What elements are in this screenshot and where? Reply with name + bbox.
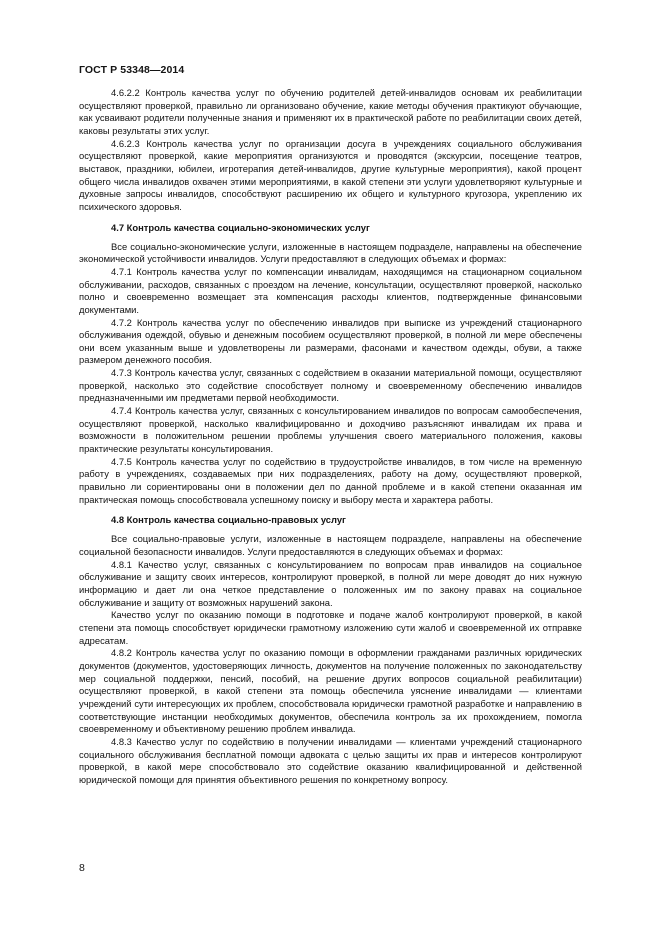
paragraph-4-8-3: 4.8.3 Качество услуг по содействию в получении инвалидами — клиентами учреждений стационарного социального обслуживания бесплатной помощи адвоката с целью защиты их прав и интересов контролируют проверкой, в какой мере способствовало это содействие оказанию квалифицированной и действенной юридической помощи для принятия объективного решения по конкретному вопросу. bbox=[79, 735, 582, 785]
paragraph-4-7-3: 4.7.3 Контроль качества услуг, связанных с содействием в оказании материальной помощи, осуществляют проверкой, насколько это содействие способствует полному и своевременному обеспечению инвалидов предназначенными им предметами первой необходимости. bbox=[79, 367, 582, 404]
page-content bbox=[79, 87, 582, 786]
paragraph-4-8-1-complaints: Качество услуг по оказанию помощи в подготовке и подаче жалоб контролируют проверкой, в какой степени эта помощь способствует юридически грамотному изложению сути жалоб и своевременной их отправке адресатам. bbox=[79, 609, 582, 646]
section-4-8-heading: 4.8 Контроль качества социально-правовых услуг bbox=[111, 514, 346, 526]
paragraph-4-8-1: 4.8.1 Качество услуг, связанных с консультированием по вопросам прав инвалидов на социальное обслуживание и защиту своих интересов, контролируют проверкой, в полной ли мере доводят до них нужную информацию и дает ли она четкое представление о положенных им по закону правах на социальное обслуживание и защиту от возможных нарушений закона. bbox=[79, 558, 582, 608]
paragraph-4-7-1: 4.7.1 Контроль качества услуг по компенсации инвалидам, находящимся на стационарном социальном обслуживании, расходов, связанных с проездом на лечение, консультации, осуществляют проверкой, насколько полно и своевременно возмещает эта компенсация расходы клиентов, подтвержденные финансовыми документами. bbox=[79, 265, 582, 315]
paragraph-4-6-2-3: 4.6.2.3 Контроль качества услуг по организации досуга в учреждениях социального обслуживания осуществляют проверкой, какие мероприятия организуются и проводятся (экскурсии, посещение театров, выставок, праздники, юбилеи, игротерапия детей-инвалидов, другие культурные мероприятия), какой процент общего числа инвалидов охвачен этими мероприятиями, в какой степени эти услуги удовлетворяют культурные и духовные запросы инвалидов, способствуют расширению их общего и культурного кругозора, укреплению их психического здоровья. bbox=[79, 137, 582, 212]
paragraph-4-6-2-2: 4.6.2.2 Контроль качества услуг по обучению родителей детей-инвалидов основам их реабилитации осуществляют проверкой, правильно ли организовано обучение, какие методы обучения практикуют обучающие, как усваивают родители полученные знания и применяют их в практической работе по реабилитации своих детей, каковы результаты этих услуг. bbox=[79, 87, 582, 136]
page-number: 8 bbox=[79, 862, 85, 874]
standard-header: ГОСТ Р 53348—2014 bbox=[79, 64, 185, 76]
section-4-8-intro: Все социально-правовые услуги, изложенные в настоящем подразделе, направлены на обеспечение социальной безопасности инвалидов. Услуги предоставляются в следующих объемах и формах: bbox=[79, 533, 582, 557]
paragraph-4-7-5: 4.7.5 Контроль качества услуг по содействию в трудоустройстве инвалидов, в том числе на временную работу в учреждениях, создаваемых при них подразделениях, работу на дому, осуществляют проверкой, правильно ли сориентированы они в положении дел по данной проблеме и в какой степени оказанная им практическая помощь способствовала успешному поиску и выбору места и характера работы. bbox=[79, 455, 582, 505]
paragraph-4-7-4: 4.7.4 Контроль качества услуг, связанных с консультированием инвалидов по вопросам самообеспечения, осуществляют проверкой, насколько квалифицированно и доходчиво разъясняют инвалидам их права и возможности в положительном решении проблемы улучшения своего материального положения, каковы практические результаты консультирования. bbox=[79, 405, 582, 455]
paragraph-4-7-2: 4.7.2 Контроль качества услуг по обеспечению инвалидов при выписке из учреждений стационарного обслуживания одеждой, обувью и денежным пособием осуществляют проверкой, в полной ли мере обеспечены они всем указанным выше и удовлетворены ли размерами, фасонами и качеством одежды, обуви, а также размером денежного пособия. bbox=[79, 316, 582, 366]
section-4-7-intro: Все социально-экономические услуги, изложенные в настоящем подразделе, направлены на обеспечение экономической устойчивости инвалидов. Услуги предоставляют в следующих объемах и формах: bbox=[79, 240, 582, 265]
section-4-7-heading: 4.7 Контроль качества социально-экономических услуг bbox=[111, 221, 370, 233]
paragraph-4-8-2: 4.8.2 Контроль качества услуг по оказанию помощи в оформлении гражданами различных юридических документов (документов, удостоверяющих личность, документов на получение положенных по законодательству мер социальной поддержки, пенсий, пособий, на решение других вопросов социальной реабилитации) осуществляют проверкой, в какой степени эта помощь обеспечила уяснение инвалидами — клиентами учреждений сути интересующих их проблем, способствовала юридически грамотной разработке и направлению в соответствующие инстанции необходимых документов, обеспечила контроль за их прохождением, помогла своевременному и объективному решению проблем инвалида. bbox=[79, 647, 582, 735]
